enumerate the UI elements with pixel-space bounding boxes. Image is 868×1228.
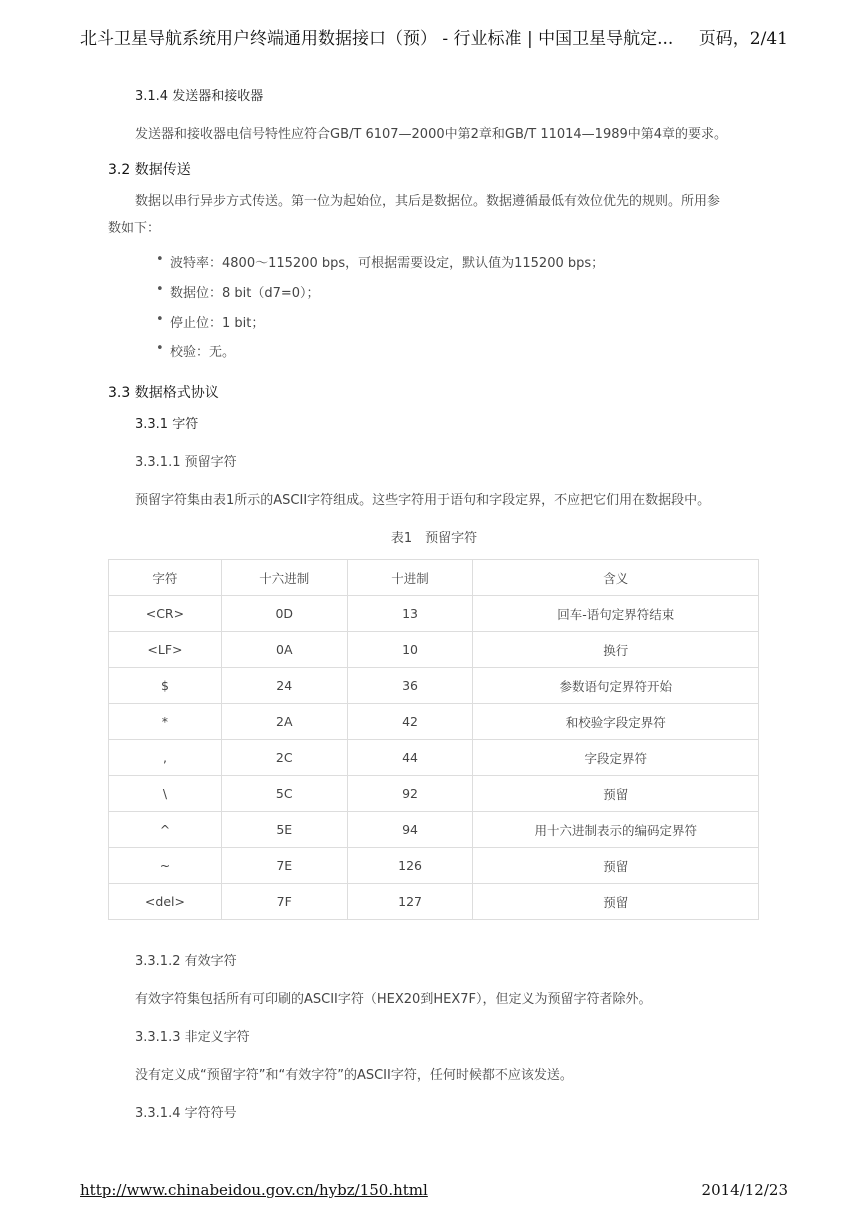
cell-dec: 36: [347, 668, 473, 704]
column-header-dec: 十进制: [347, 560, 473, 596]
paragraph-3-3-1-3: 没有定义成“预留字符”和“有效字符”的ASCII字符，任何时候都不应该发送。: [135, 1068, 573, 1083]
section-heading-3-3-1-3: 3.3.1.3 非定义字符: [135, 1030, 250, 1045]
list-item: • 停止位：1 bit；: [170, 312, 264, 331]
table-row: [109, 704, 759, 740]
page-number: 页码，2/41: [698, 29, 788, 49]
table-row: [109, 884, 759, 920]
cell-hex: 2A: [221, 704, 347, 740]
section-heading-3-2: 3.2 数据传送: [108, 162, 191, 178]
section-heading-3-3: 3.3 数据格式协议: [108, 385, 219, 401]
table-row: [109, 596, 759, 632]
cell-meaning: 用十六进制表示的编码定界符: [473, 812, 759, 848]
cell-char: <CR>: [109, 596, 222, 632]
print-date: 2014/12/23: [701, 1181, 788, 1199]
list-item: • 波特率：4800～115200 bps，可根据需要设定，默认值为115200 bps；: [170, 252, 604, 271]
cell-char: *: [109, 704, 222, 740]
cell-hex: 7E: [221, 848, 347, 884]
cell-meaning: 和校验字段定界符: [473, 704, 759, 740]
paragraph-3-3-1-1: 预留字符集由表1所示的ASCII字符组成。这些字符用于语句和字段定界，不应把它们用在数据段中。: [135, 493, 711, 508]
cell-dec: 127: [347, 884, 473, 920]
cell-meaning: 字段定界符: [473, 740, 759, 776]
list-item: • 校验：无。: [170, 341, 235, 360]
cell-char: <del>: [109, 884, 222, 920]
table-row: [109, 848, 759, 884]
cell-dec: 42: [347, 704, 473, 740]
cell-dec: 13: [347, 596, 473, 632]
paragraph-3-2-line2: 数如下：: [108, 221, 161, 236]
cell-char: $: [109, 668, 222, 704]
paragraph-3-1-4: 发送器和接收器电信号特性应符合GB/T 6107—2000中第2章和GB/T 11014—1989中第4章的要求。: [135, 127, 728, 142]
cell-meaning: 换行: [473, 632, 759, 668]
cell-meaning: 参数语句定界符开始: [473, 668, 759, 704]
section-heading-3-3-1-1: 3.3.1.1 预留字符: [135, 455, 237, 470]
cell-char: <LF>: [109, 632, 222, 668]
cell-meaning: 预留: [473, 848, 759, 884]
paragraph-3-3-1-2: 有效字符集包括所有可印刷的ASCII字符（HEX20到HEX7F），但定义为预留字符者除外。: [135, 992, 652, 1007]
column-header-char: 字符: [109, 560, 222, 596]
page-footer: [80, 1181, 788, 1203]
cell-meaning: 预留: [473, 776, 759, 812]
table-row: [109, 740, 759, 776]
cell-hex: 0A: [221, 632, 347, 668]
section-heading-3-3-1: 3.3.1 字符: [135, 417, 199, 432]
paragraph-3-2-line1: 数据以串行异步方式传送。第一位为起始位，其后是数据位。数据遵循最低有效位优先的规则。所用参: [135, 194, 721, 209]
column-header-meaning: 含义: [473, 560, 759, 596]
source-url-link[interactable]: http://www.chinabeidou.gov.cn/hybz/150.html: [80, 1181, 428, 1199]
cell-meaning: 预留: [473, 884, 759, 920]
cell-dec: 94: [347, 812, 473, 848]
table-header-row: [109, 560, 759, 596]
section-heading-3-3-1-2: 3.3.1.2 有效字符: [135, 954, 237, 969]
cell-dec: 126: [347, 848, 473, 884]
cell-dec: 92: [347, 776, 473, 812]
cell-char: \: [109, 776, 222, 812]
cell-char: ,: [109, 740, 222, 776]
cell-dec: 44: [347, 740, 473, 776]
section-heading-3-3-1-4: 3.3.1.4 字符符号: [135, 1106, 237, 1121]
reserved-characters-table: [108, 559, 759, 920]
column-header-hex: 十六进制: [221, 560, 347, 596]
cell-dec: 10: [347, 632, 473, 668]
cell-char: ~: [109, 848, 222, 884]
cell-hex: 7F: [221, 884, 347, 920]
cell-char: ^: [109, 812, 222, 848]
table-row: [109, 668, 759, 704]
cell-hex: 5C: [221, 776, 347, 812]
cell-meaning: 回车-语句定界符结束: [473, 596, 759, 632]
cell-hex: 2C: [221, 740, 347, 776]
cell-hex: 0D: [221, 596, 347, 632]
document-title: 北斗卫星导航系统用户终端通用数据接口（预） - 行业标准 | 中国卫星导航定...: [80, 29, 674, 49]
section-heading-3-1-4: 3.1.4 发送器和接收器: [135, 89, 264, 104]
table-row: [109, 812, 759, 848]
table-caption: 表1 预留字符: [390, 531, 478, 546]
cell-hex: 24: [221, 668, 347, 704]
table-row: [109, 776, 759, 812]
table-row: [109, 632, 759, 668]
list-item: • 数据位：8 bit（d7=0）；: [170, 282, 320, 301]
cell-hex: 5E: [221, 812, 347, 848]
page-header: [80, 24, 788, 50]
